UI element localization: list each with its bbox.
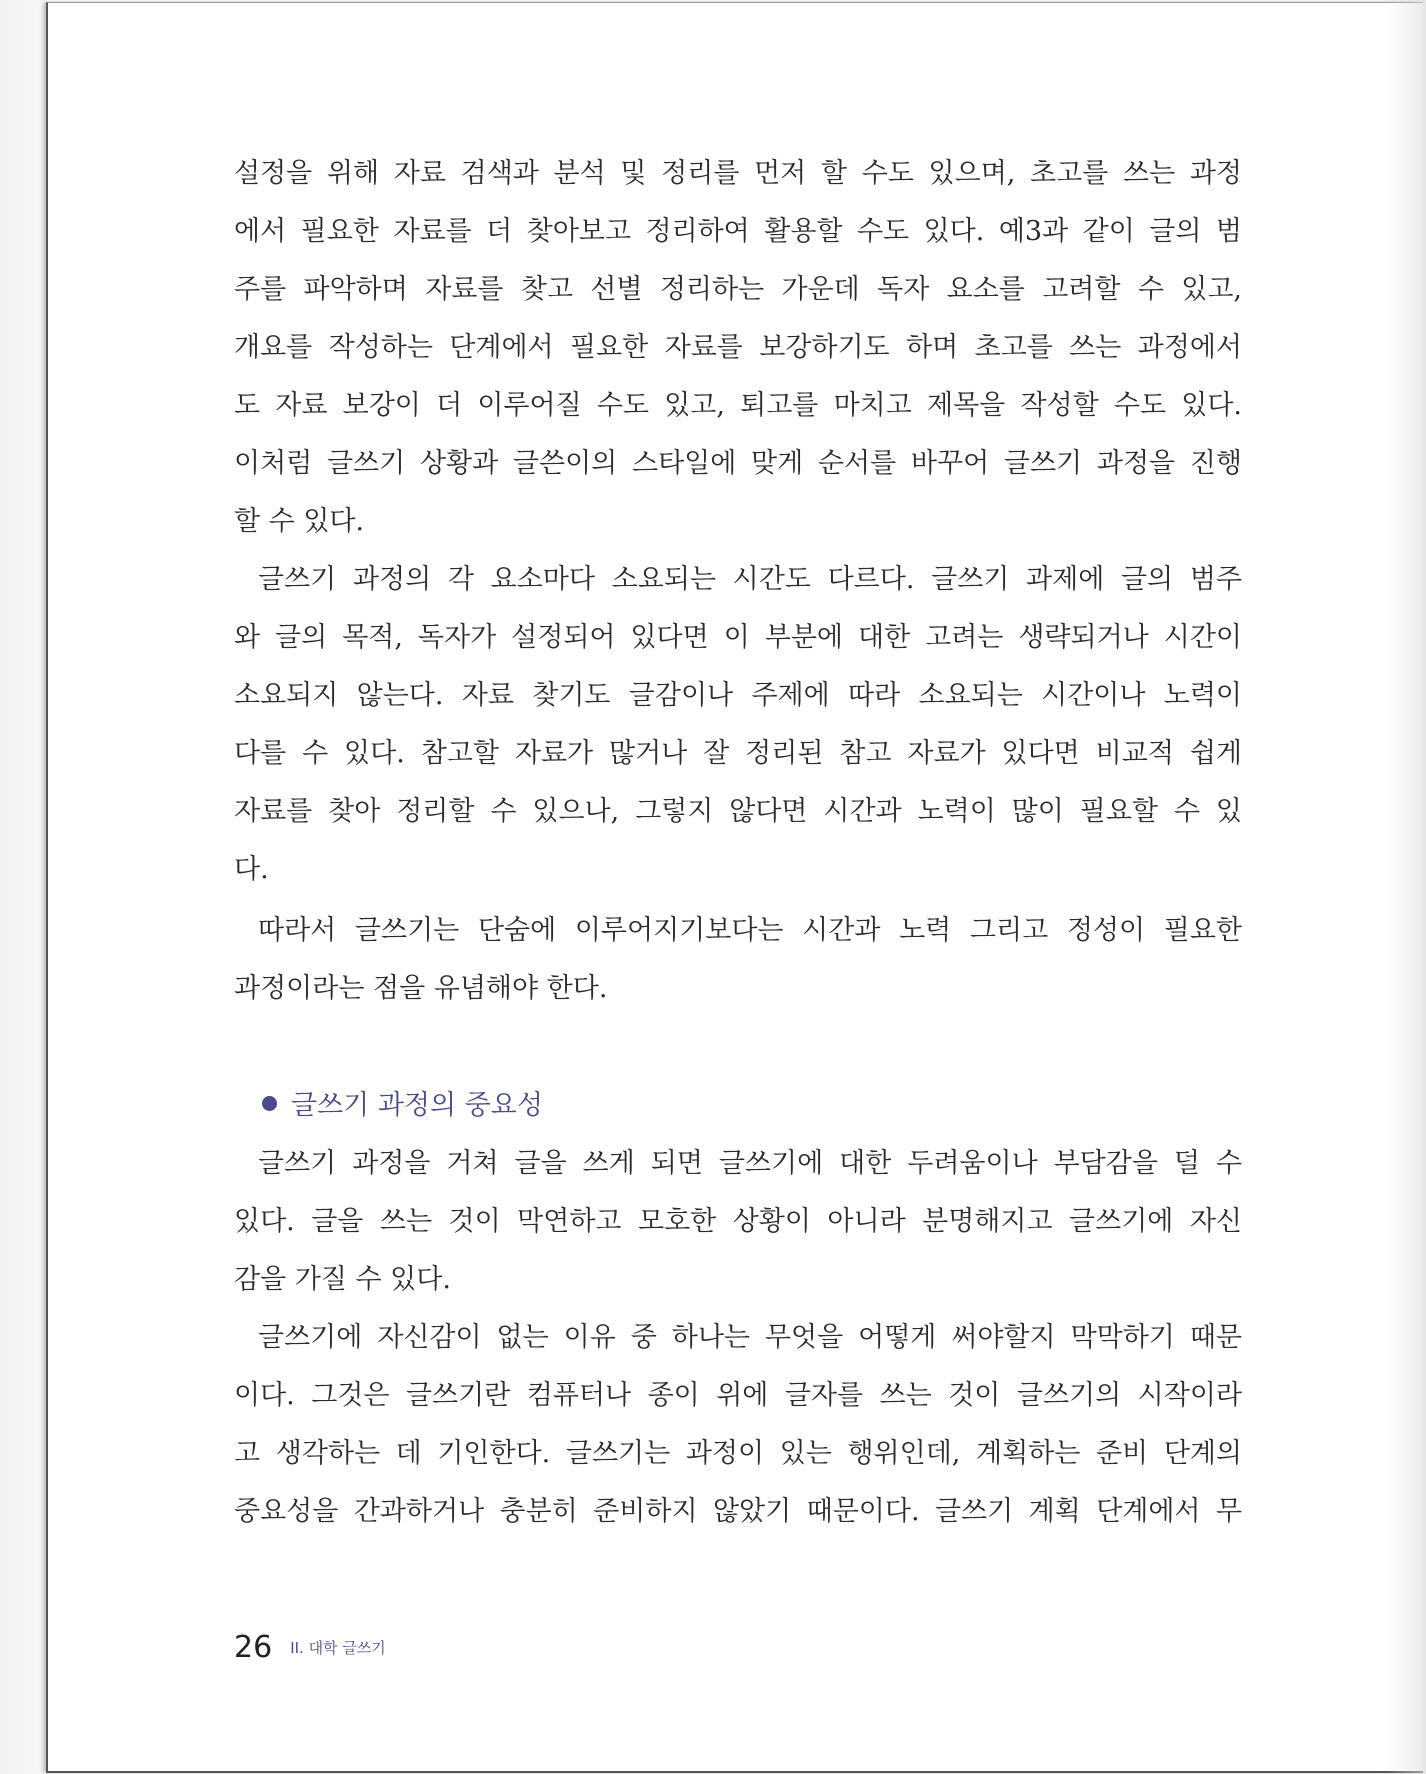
text-line: 감을 가질 수 있다. [234, 1264, 451, 1295]
text-line: 다. [234, 854, 269, 885]
text-line: 할 수 있다. [234, 506, 365, 537]
text-line: 있다. 글을 쓰는 것이 막연하고 모호한 상황이 아니라 분명해지고 글쓰기에 자신 [234, 1206, 1242, 1237]
text-line: 글쓰기 과정을 거쳐 글을 쓰게 되면 글쓰기에 대한 두려움이나 부담감을 덜 수 [258, 1148, 1242, 1179]
text-line: 이처럼 글쓰기 상황과 글쓴이의 스타일에 맞게 순서를 바꾸어 글쓰기 과정을 진행 [234, 448, 1242, 479]
text-line: 글쓰기에 자신감이 없는 이유 중 하나는 무엇을 어떻게 써야할지 막막하기 때문 [258, 1322, 1242, 1353]
text-line: 와 글의 목적, 독자가 설정되어 있다면 이 부분에 대한 고려는 생략되거나 시간이 [234, 622, 1242, 653]
text-line: 글쓰기 과정의 각 요소마다 소요되는 시간도 다르다. 글쓰기 과제에 글의 범주 [258, 564, 1242, 595]
text-line: 개요를 작성하는 단계에서 필요한 자료를 보강하기도 하며 초고를 쓰는 과정에서 [234, 332, 1242, 363]
text-line: 따라서 글쓰기는 단숨에 이루어지기보다는 시간과 노력 그리고 정성이 필요한 [258, 915, 1242, 946]
text-line: 에서 필요한 자료를 더 찾아보고 정리하여 활용할 수도 있다. 예3과 같이 글의 범 [234, 216, 1242, 247]
text-line: 도 자료 보강이 더 이루어질 수도 있고, 퇴고를 마치고 제목을 작성할 수도 있다. [234, 390, 1242, 421]
text-line: 이다. 그것은 글쓰기란 컴퓨터나 종이 위에 글자를 쓰는 것이 글쓰기의 시작이라 [234, 1380, 1242, 1411]
page-footer [234, 1630, 386, 1674]
section-heading-text: 글쓰기 과정의 중요성 [291, 1090, 543, 1121]
text-line: 설정을 위해 자료 검색과 분석 및 정리를 먼저 할 수도 있으며, 초고를 쓰는 과정 [234, 158, 1242, 189]
text-line: 주를 파악하며 자료를 찾고 선별 정리하는 가운데 독자 요소를 고려할 수 있고, [234, 274, 1242, 305]
chapter-label: II. 대학 글쓰기 [290, 1639, 386, 1657]
bullet-icon [262, 1096, 277, 1111]
text-line: 중요성을 간과하거나 충분히 준비하지 않았기 때문이다. 글쓰기 계획 단계에서 무 [234, 1496, 1242, 1527]
text-line: 고 생각하는 데 기인한다. 글쓰기는 과정이 있는 행위인데, 계획하는 준비 단계의 [234, 1438, 1242, 1469]
text-line: 과정이라는 점을 유념해야 한다. [234, 973, 608, 1004]
text-line: 자료를 찾아 정리할 수 있으나, 그렇지 않다면 시간과 노력이 많이 필요할 수 있 [234, 796, 1242, 827]
text-line: 다를 수 있다. 참고할 자료가 많거나 잘 정리된 참고 자료가 있다면 비교적 쉽게 [234, 738, 1242, 769]
section-heading [262, 1077, 543, 1135]
text-line: 소요되지 않는다. 자료 찾기도 글감이나 주제에 따라 소요되는 시간이나 노력이 [234, 680, 1242, 711]
page-number: 26 [234, 1630, 273, 1665]
page-edge-shadow [1386, 0, 1426, 1774]
